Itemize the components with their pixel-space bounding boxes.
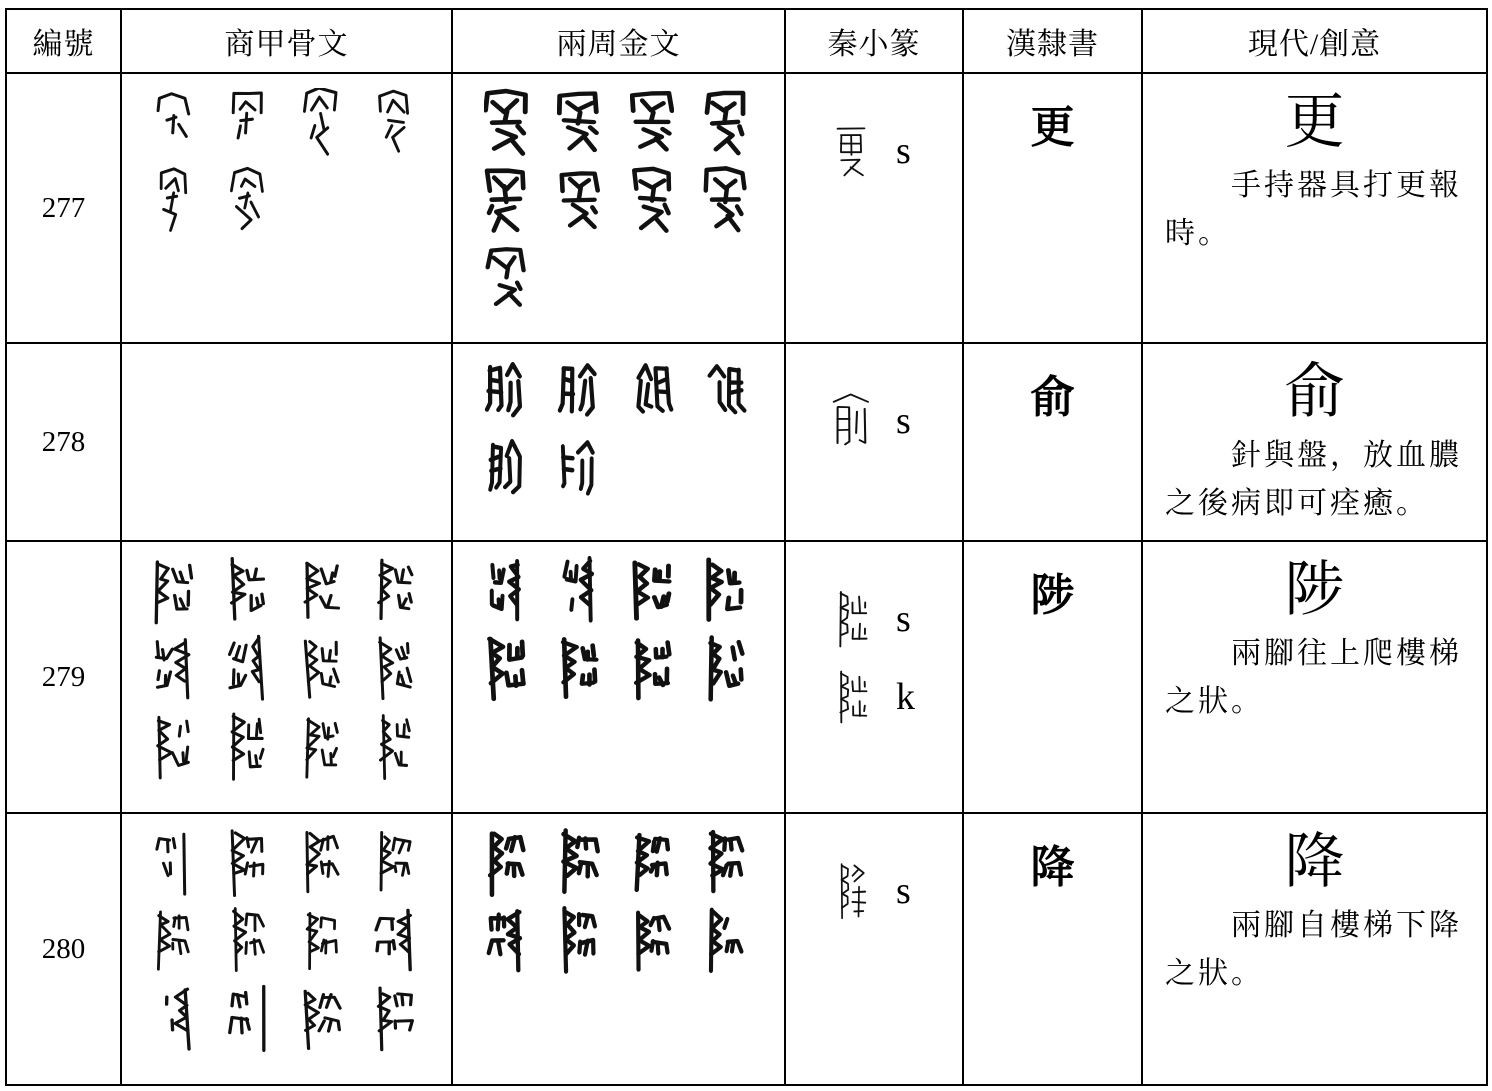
ancient-glyph-drawing bbox=[225, 88, 269, 158]
ancient-glyph-drawing bbox=[630, 906, 674, 976]
bronze-inscription-glyph bbox=[615, 556, 688, 634]
oracle-bone-glyph bbox=[284, 556, 358, 634]
ancient-glyph-drawing bbox=[557, 88, 601, 158]
bronze-inscription-glyph bbox=[615, 634, 688, 712]
source-marker: s bbox=[896, 598, 911, 640]
header-bronze-inscription: 兩周金文 bbox=[453, 10, 786, 74]
oracle-bone-glyph bbox=[210, 712, 284, 790]
bronze-inscription-glyph bbox=[469, 244, 542, 322]
ancient-glyph-drawing bbox=[557, 436, 601, 506]
small-seal-glyph bbox=[828, 588, 874, 650]
bronze-inscription-glyph bbox=[542, 88, 615, 166]
oracle-bone-glyph bbox=[136, 556, 210, 634]
oracle-bone-glyph bbox=[284, 828, 358, 906]
bronze-inscription-glyph bbox=[469, 88, 542, 166]
small-seal-glyph bbox=[828, 120, 874, 182]
oracle-bone-glyph bbox=[358, 88, 432, 166]
oracle-bone-glyph bbox=[210, 166, 284, 244]
source-marker: s bbox=[896, 870, 911, 912]
bronze-inscription-glyph bbox=[542, 906, 615, 984]
ancient-glyph-drawing bbox=[484, 828, 528, 898]
small-seal-glyph bbox=[828, 666, 874, 728]
bronze-inscription-glyph bbox=[469, 828, 542, 906]
ancient-glyph-drawing bbox=[225, 828, 269, 898]
oracle-bone-glyph bbox=[136, 984, 210, 1062]
oracle-bone-glyph bbox=[136, 88, 210, 166]
ancient-glyph-drawing bbox=[630, 556, 674, 626]
bronze-inscription-glyph bbox=[688, 634, 761, 712]
oracle-bone-glyph bbox=[284, 634, 358, 712]
small-seal-forms bbox=[786, 344, 964, 542]
ancient-glyph-drawing bbox=[630, 358, 674, 428]
small-seal-form bbox=[828, 382, 920, 460]
ancient-glyph-drawing bbox=[373, 712, 417, 782]
ancient-glyph-drawing bbox=[630, 828, 674, 898]
ancient-glyph-drawing bbox=[703, 88, 747, 158]
ancient-glyph-drawing bbox=[703, 166, 747, 236]
oracle-bone-glyph bbox=[136, 828, 210, 906]
ancient-glyph-drawing bbox=[225, 166, 269, 236]
bronze-inscription-glyph bbox=[469, 556, 542, 634]
ancient-glyph-drawing bbox=[373, 88, 417, 158]
bronze-inscription-glyph bbox=[688, 828, 761, 906]
bronze-inscription-glyph bbox=[469, 436, 542, 514]
small-seal-forms bbox=[786, 542, 964, 814]
modern-char: 降 bbox=[1284, 829, 1345, 895]
clerical-script-char: 陟 bbox=[1030, 570, 1075, 621]
bronze-inscription-glyph bbox=[688, 556, 761, 634]
small-seal-forms bbox=[786, 814, 964, 1086]
small-seal-form bbox=[828, 580, 920, 658]
ancient-glyph-drawing bbox=[557, 358, 601, 428]
row-number-cell bbox=[7, 542, 122, 814]
bronze-inscription-forms bbox=[453, 74, 786, 344]
ancient-glyph-drawing bbox=[484, 436, 528, 506]
ancient-glyph-drawing bbox=[299, 556, 343, 626]
ancient-glyph-drawing bbox=[703, 556, 747, 626]
ancient-glyph-drawing bbox=[703, 906, 747, 976]
ancient-glyph-drawing bbox=[557, 556, 601, 626]
ancient-glyph-drawing bbox=[630, 634, 674, 704]
character-explanation: 手持器具打更報時。 bbox=[1165, 169, 1462, 250]
oracle-bone-glyph bbox=[358, 984, 432, 1062]
oracle-bone-glyph bbox=[210, 634, 284, 712]
small-seal-forms bbox=[786, 74, 964, 344]
ancient-glyph-drawing bbox=[557, 828, 601, 898]
ancient-glyph-drawing bbox=[151, 166, 195, 236]
modern-char: 陟 bbox=[1284, 557, 1345, 623]
modern-cell bbox=[1143, 344, 1488, 542]
ancient-glyph-drawing bbox=[828, 860, 874, 922]
oracle-bone-glyph bbox=[136, 166, 210, 244]
small-seal-form bbox=[828, 852, 920, 930]
bronze-inscription-glyph bbox=[469, 358, 542, 436]
bronze-inscription-glyph bbox=[615, 828, 688, 906]
bronze-inscription-glyph bbox=[688, 906, 761, 984]
ancient-glyph-drawing bbox=[484, 244, 528, 314]
row-number: 280 bbox=[41, 932, 86, 965]
ancient-glyph-drawing bbox=[484, 88, 528, 158]
clerical-script-char: 俞 bbox=[1030, 372, 1075, 423]
bronze-inscription-glyph bbox=[469, 906, 542, 984]
ancient-glyph-drawing bbox=[373, 556, 417, 626]
character-explanation: 針與盤，放血膿之後病即可痊癒。 bbox=[1165, 439, 1462, 520]
ancient-glyph-drawing bbox=[151, 634, 195, 704]
ancient-glyph-drawing bbox=[299, 906, 343, 976]
character-explanation: 兩腳往上爬樓梯之狀。 bbox=[1165, 637, 1462, 718]
oracle-bone-forms bbox=[122, 74, 453, 344]
modern-cell bbox=[1143, 542, 1488, 814]
row-number: 277 bbox=[41, 191, 86, 224]
header-small-seal: 秦小篆 bbox=[786, 10, 964, 74]
ancient-glyph-drawing bbox=[225, 906, 269, 976]
ancient-glyph-drawing bbox=[299, 984, 343, 1054]
oracle-bone-glyph bbox=[358, 712, 432, 790]
character-evolution-table bbox=[5, 8, 1488, 1086]
clerical-script-char: 降 bbox=[1030, 842, 1075, 893]
oracle-bone-forms bbox=[122, 542, 453, 814]
source-marker: s bbox=[896, 130, 911, 172]
oracle-bone-glyph bbox=[284, 88, 358, 166]
oracle-bone-glyph bbox=[284, 906, 358, 984]
row-number: 278 bbox=[41, 425, 86, 458]
bronze-inscription-glyph bbox=[542, 166, 615, 244]
header-number: 編號 bbox=[7, 10, 122, 74]
oracle-bone-glyph bbox=[136, 634, 210, 712]
header-modern-meaning: 現代/創意 bbox=[1143, 10, 1488, 74]
modern-cell bbox=[1143, 814, 1488, 1086]
oracle-bone-forms bbox=[122, 344, 453, 542]
oracle-bone-glyph bbox=[210, 984, 284, 1062]
small-seal-form bbox=[828, 112, 920, 190]
ancient-glyph-drawing bbox=[557, 906, 601, 976]
row-number-cell bbox=[7, 74, 122, 344]
clerical-script-cell bbox=[964, 74, 1143, 344]
small-seal-glyph bbox=[828, 860, 874, 922]
oracle-bone-glyph bbox=[136, 906, 210, 984]
ancient-glyph-drawing bbox=[484, 634, 528, 704]
oracle-bone-glyph bbox=[358, 556, 432, 634]
bronze-inscription-glyph bbox=[615, 166, 688, 244]
oracle-bone-glyph bbox=[284, 984, 358, 1062]
ancient-glyph-drawing bbox=[630, 88, 674, 158]
clerical-script-cell bbox=[964, 344, 1143, 542]
ancient-glyph-drawing bbox=[373, 828, 417, 898]
ancient-glyph-drawing bbox=[151, 984, 195, 1054]
oracle-bone-glyph bbox=[210, 906, 284, 984]
ancient-glyph-drawing bbox=[373, 634, 417, 704]
ancient-glyph-drawing bbox=[373, 984, 417, 1054]
modern-char: 更 bbox=[1284, 89, 1345, 155]
ancient-glyph-drawing bbox=[151, 712, 195, 782]
bronze-inscription-glyph bbox=[542, 634, 615, 712]
modern-cell bbox=[1143, 74, 1488, 344]
ancient-glyph-drawing bbox=[225, 634, 269, 704]
clerical-script-cell bbox=[964, 542, 1143, 814]
ancient-glyph-drawing bbox=[299, 88, 343, 158]
ancient-glyph-drawing bbox=[828, 666, 874, 728]
ancient-glyph-drawing bbox=[225, 984, 269, 1054]
source-marker: k bbox=[896, 676, 915, 718]
bronze-inscription-glyph bbox=[688, 166, 761, 244]
ancient-glyph-drawing bbox=[299, 712, 343, 782]
bronze-inscription-glyph bbox=[542, 828, 615, 906]
bronze-inscription-forms bbox=[453, 814, 786, 1086]
modern-char: 俞 bbox=[1284, 359, 1345, 425]
bronze-inscription-glyph bbox=[542, 358, 615, 436]
ancient-glyph-drawing bbox=[557, 166, 601, 236]
oracle-bone-glyph bbox=[210, 556, 284, 634]
ancient-glyph-drawing bbox=[484, 358, 528, 428]
clerical-script-cell bbox=[964, 814, 1143, 1086]
bronze-inscription-forms bbox=[453, 542, 786, 814]
oracle-bone-glyph bbox=[210, 828, 284, 906]
bronze-inscription-glyph bbox=[615, 88, 688, 166]
bronze-inscription-glyph bbox=[615, 906, 688, 984]
header-clerical-script: 漢隸書 bbox=[964, 10, 1143, 74]
ancient-glyph-drawing bbox=[373, 906, 417, 976]
row-number: 279 bbox=[41, 660, 86, 693]
oracle-bone-glyph bbox=[358, 828, 432, 906]
character-explanation: 兩腳自樓梯下降之狀。 bbox=[1165, 909, 1462, 990]
ancient-glyph-drawing bbox=[557, 634, 601, 704]
ancient-glyph-drawing bbox=[225, 556, 269, 626]
oracle-bone-glyph bbox=[358, 634, 432, 712]
source-marker: s bbox=[896, 400, 911, 442]
ancient-glyph-drawing bbox=[225, 712, 269, 782]
oracle-bone-forms bbox=[122, 814, 453, 1086]
oracle-bone-glyph bbox=[284, 712, 358, 790]
header-oracle-bone: 商甲骨文 bbox=[122, 10, 453, 74]
bronze-inscription-glyph bbox=[469, 634, 542, 712]
ancient-glyph-drawing bbox=[703, 634, 747, 704]
bronze-inscription-glyph bbox=[688, 88, 761, 166]
oracle-bone-glyph bbox=[136, 712, 210, 790]
bronze-inscription-glyph bbox=[542, 556, 615, 634]
ancient-glyph-drawing bbox=[828, 120, 874, 182]
ancient-glyph-drawing bbox=[484, 906, 528, 976]
ancient-glyph-drawing bbox=[151, 906, 195, 976]
ancient-glyph-drawing bbox=[299, 634, 343, 704]
ancient-glyph-drawing bbox=[151, 88, 195, 158]
small-seal-glyph bbox=[828, 390, 874, 452]
ancient-glyph-drawing bbox=[828, 390, 874, 452]
ancient-glyph-drawing bbox=[484, 166, 528, 236]
ancient-glyph-drawing bbox=[703, 828, 747, 898]
ancient-glyph-drawing bbox=[151, 828, 195, 898]
ancient-glyph-drawing bbox=[151, 556, 195, 626]
row-number-cell bbox=[7, 344, 122, 542]
bronze-inscription-glyph bbox=[469, 166, 542, 244]
row-number-cell bbox=[7, 814, 122, 1086]
oracle-bone-glyph bbox=[210, 88, 284, 166]
ancient-glyph-drawing bbox=[828, 588, 874, 650]
ancient-glyph-drawing bbox=[299, 828, 343, 898]
bronze-inscription-glyph bbox=[615, 358, 688, 436]
ancient-glyph-drawing bbox=[484, 556, 528, 626]
bronze-inscription-glyph bbox=[688, 358, 761, 436]
clerical-script-char: 更 bbox=[1030, 102, 1075, 153]
bronze-inscription-forms bbox=[453, 344, 786, 542]
ancient-glyph-drawing bbox=[630, 166, 674, 236]
ancient-glyph-drawing bbox=[703, 358, 747, 428]
bronze-inscription-glyph bbox=[542, 436, 615, 514]
oracle-bone-glyph bbox=[358, 906, 432, 984]
small-seal-form bbox=[828, 658, 920, 736]
